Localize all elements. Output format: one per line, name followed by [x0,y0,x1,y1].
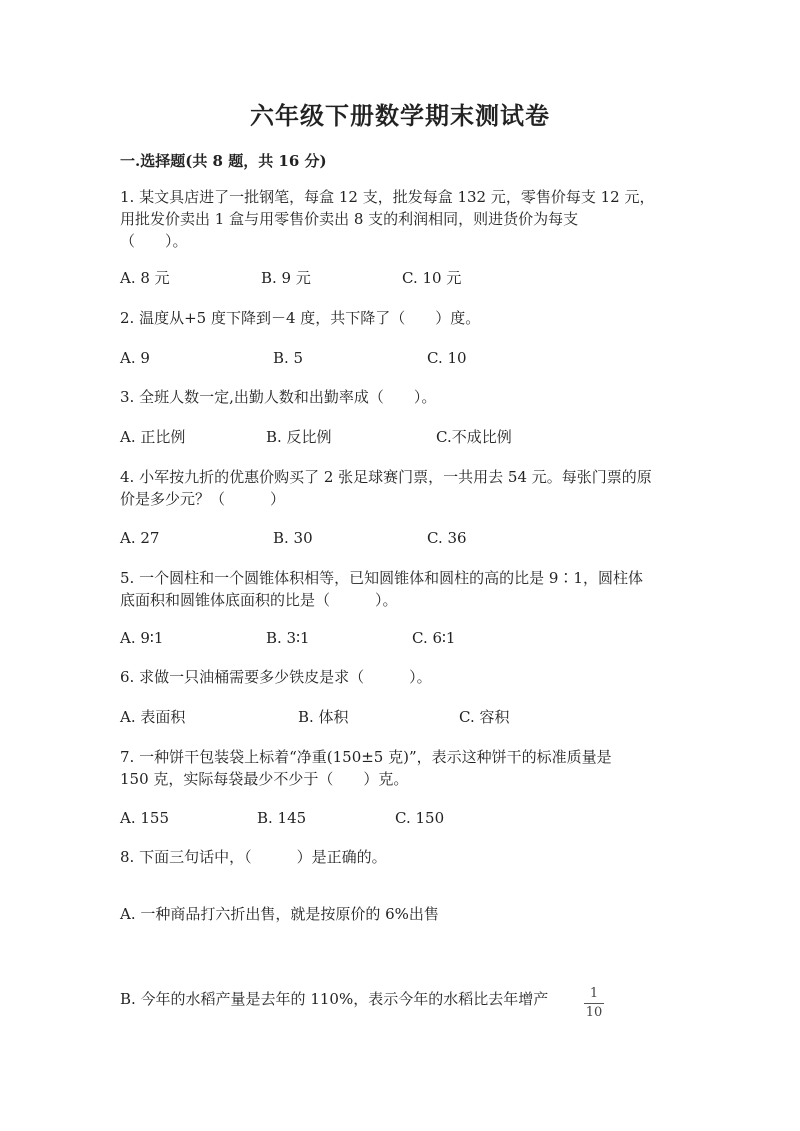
fraction-denominator: 10 [585,1005,603,1020]
question-stem: 4. 小军按九折的优惠价购买了 2 张足球赛门票，一共用去 54 元。每张门票的原 价是多少元？（ ） [120,468,652,508]
option-a: A. 9∶1 [120,629,164,647]
question-stem: 3. 全班人数一定,出勤人数和出勤率成（ ）。 [120,388,437,406]
option-c: C. 10 元 [402,269,462,287]
exam-title: 六年级下册数学期末测试卷 [250,101,550,130]
option-b: B. 9 元 [261,269,311,287]
option-c: C. 150 [395,809,445,827]
question-6 [120,666,680,688]
fraction-one-tenth [582,986,606,1021]
option-c: C.不成比例 [436,428,512,446]
question-4 [120,466,680,510]
question-stem: 2. 温度从+5 度下降到－4 度，共下降了（ ）度。 [120,309,481,327]
fraction-bar [584,1003,604,1004]
option-a: A. 表面积 [120,708,186,726]
question-3 [120,386,680,408]
question-stem: 5. 一个圆柱和一个圆锥体积相等，已知圆锥体和圆柱的高的比是 9∶1，圆柱体 底面积和圆锥体底面积的比是（ ）。 [120,569,643,609]
option-a: A. 正比例 [120,428,186,446]
question-5 [120,567,680,611]
question-stem: 7. 一种饼干包装袋上标着“净重(150±5 克)”，表示这种饼干的标准质量是 150 克，实际每袋最少不少于（ ）克。 [120,748,612,788]
fraction-numerator: 1 [589,986,599,1001]
option-a: A. 一种商品打六折出售，就是按原价的 6%出售 [120,905,439,923]
question-8 [120,846,680,868]
question-stem: 1. 某文具店进了一批钢笔，每盒 12 支，批发每盒 132 元，零售价每支 12 元， 用批发价卖出 1 盒与用零售价卖出 8 支的利润相同，则进货价为每支 （ ）。 [120,188,655,250]
option-a: A. 9 [120,349,150,367]
option-a: A. 27 [120,529,160,547]
option-b: B. 145 [257,809,307,827]
option-b: B. 反比例 [266,428,332,446]
option-a: A. 155 [120,809,169,827]
option-c: C. 36 [427,529,467,547]
option-c: C. 容积 [459,708,510,726]
question-1 [120,186,680,252]
option-b: B. 今年的水稻产量是去年的 110%，表示今年的水稻比去年增产 [120,990,549,1008]
question-stem: 8. 下面三句话中，（ ）是正确的。 [120,848,387,866]
section-heading: 一.选择题(共 8 题，共 16 分) [120,152,327,170]
question-2 [120,307,680,329]
option-c: C. 10 [427,349,467,367]
option-a: A. 8 元 [120,269,170,287]
option-b: B. 30 [273,529,313,547]
option-b: B. 5 [273,349,304,367]
question-stem: 6. 求做一只油桶需要多少铁皮是求（ ）。 [120,668,432,686]
option-b: B. 3∶1 [266,629,310,647]
question-7 [120,746,680,790]
option-c: C. 6∶1 [412,629,456,647]
option-b: B. 体积 [298,708,349,726]
